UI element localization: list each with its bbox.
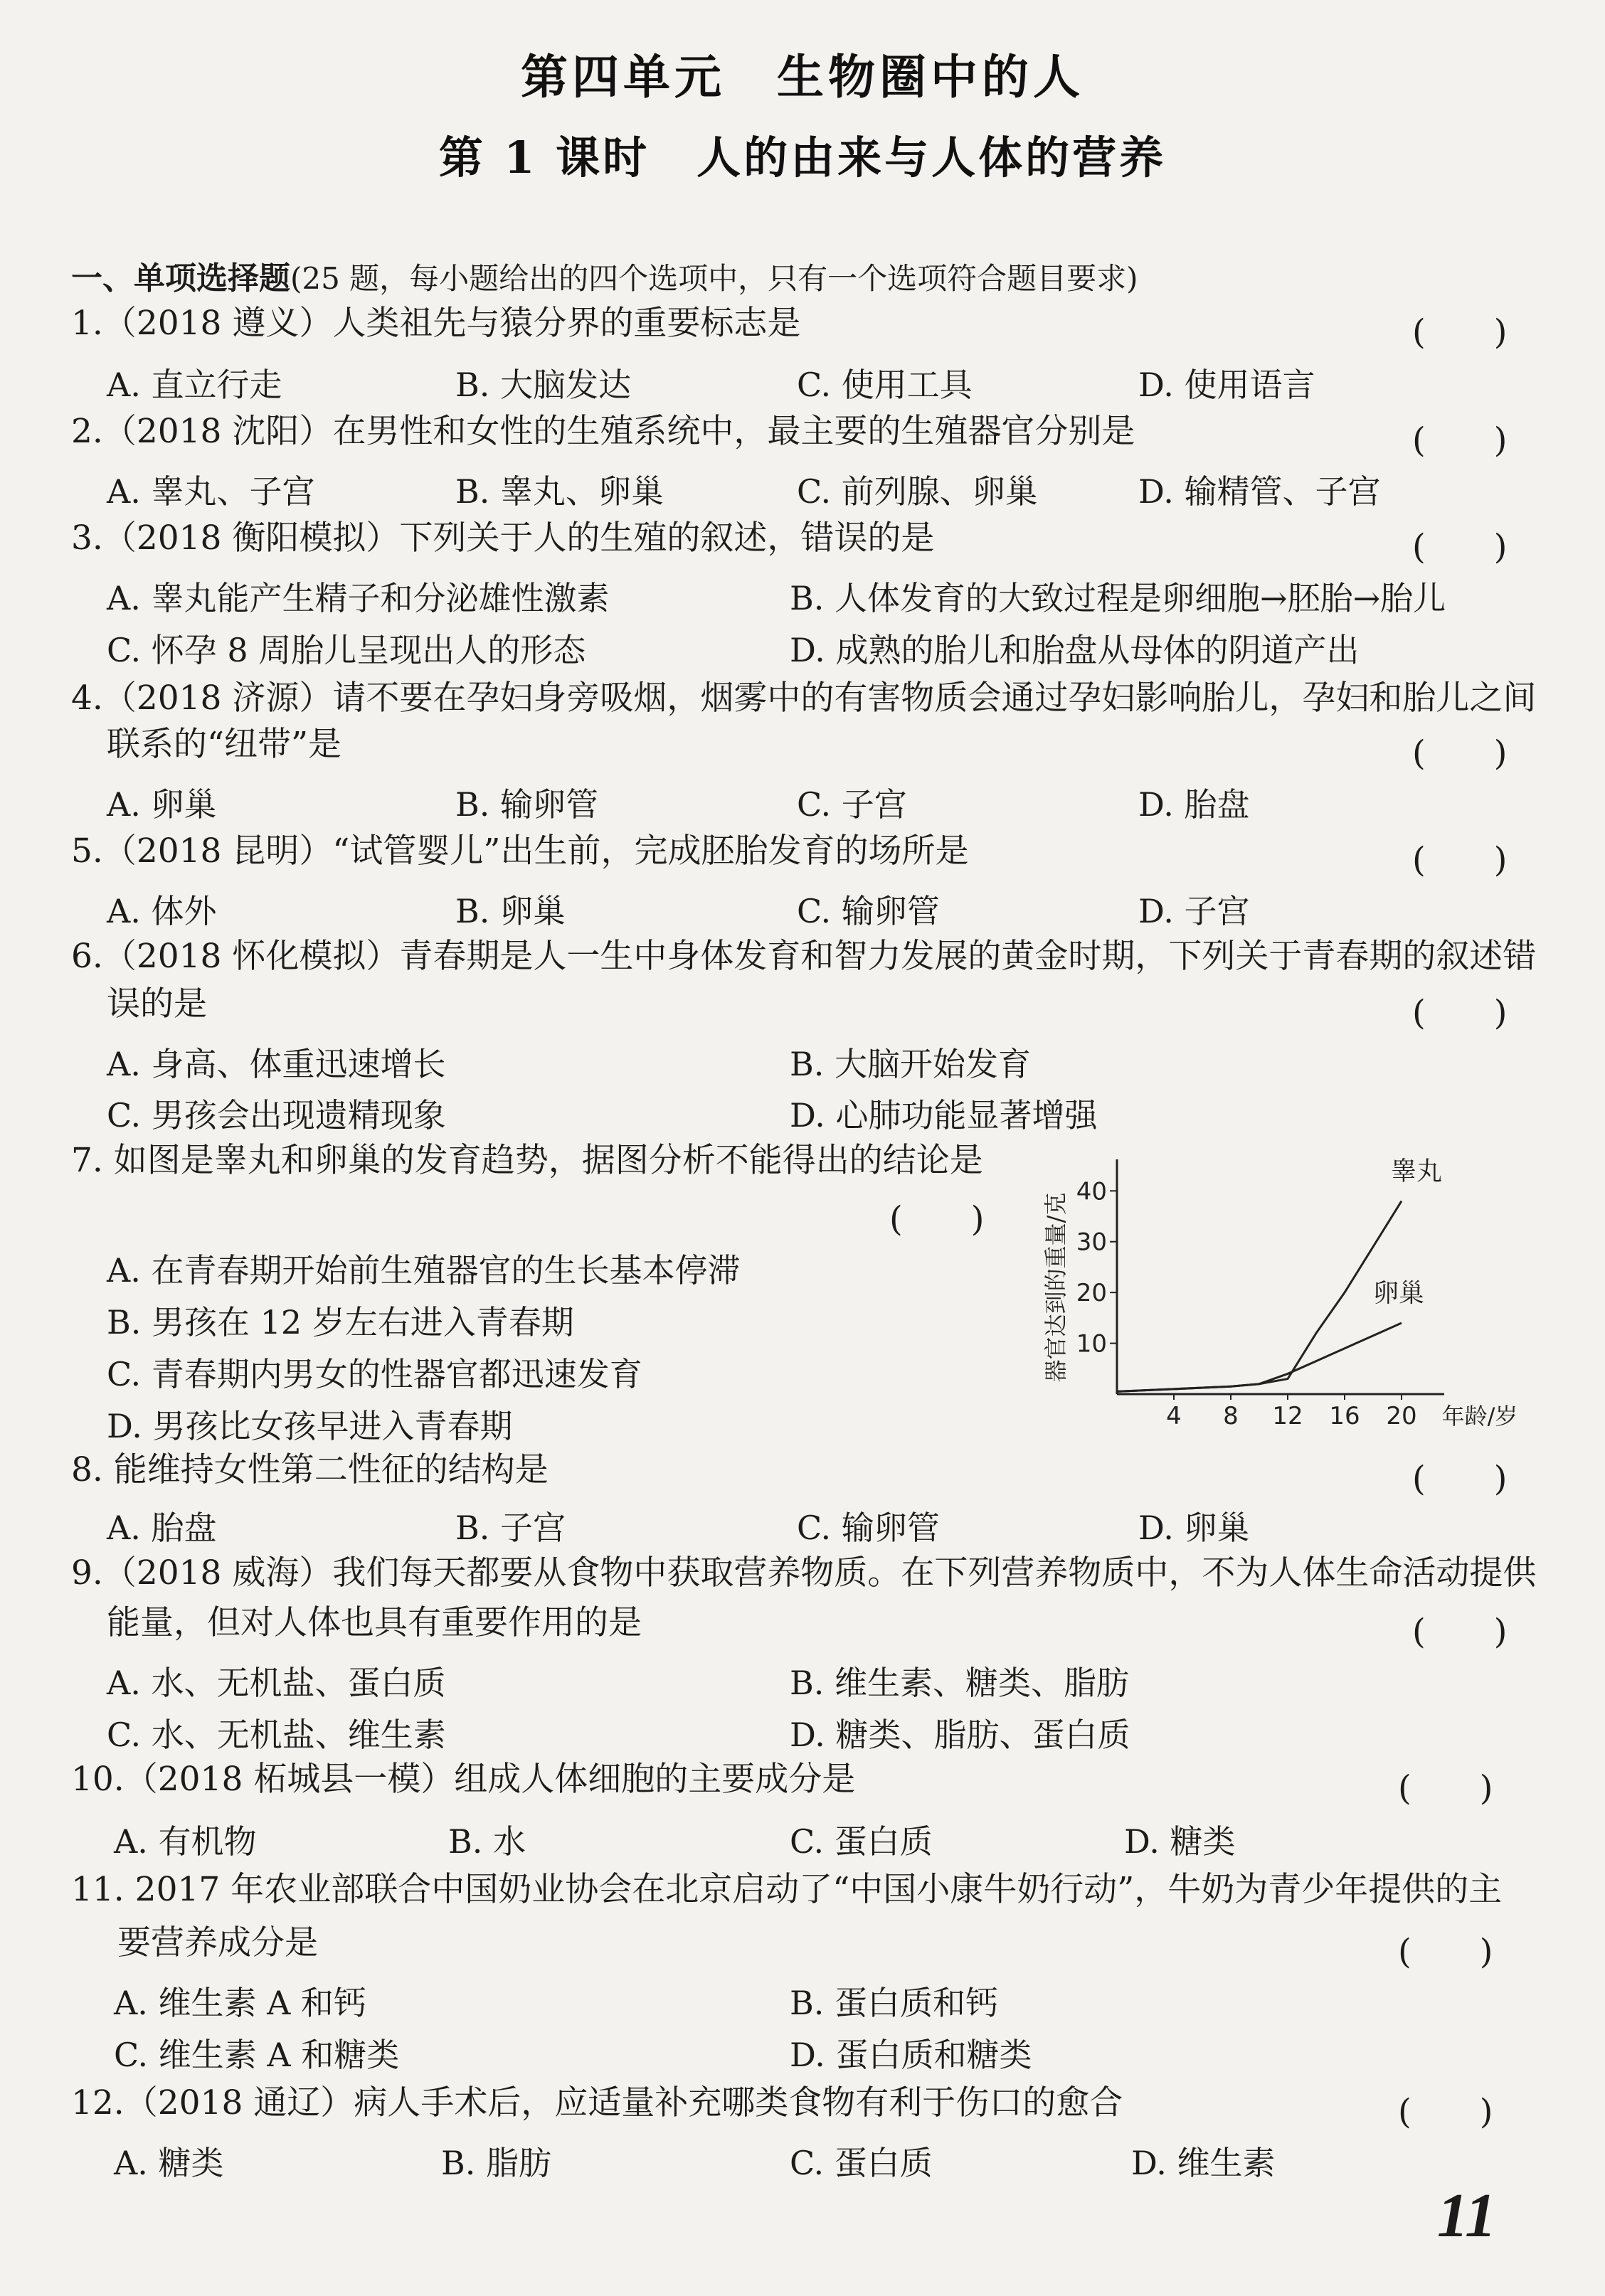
page-number: 11 — [1437, 2181, 1497, 2250]
question-3-option-a[interactable]: A. 睾丸能产生精子和分泌雄性激素 — [107, 579, 610, 617]
x-tick-label: 4 — [1166, 1402, 1182, 1430]
question-8-option-d[interactable]: D. 卵巢 — [1138, 1509, 1250, 1547]
question-11-stem-cont: 要营养成分是 — [117, 1923, 318, 1962]
question-2-option-a[interactable]: A. 睾丸、子宫 — [107, 472, 315, 511]
x-tick-label: 12 — [1272, 1402, 1303, 1430]
organ-growth-chart-svg — [1010, 1145, 1518, 1444]
question-5-option-c[interactable]: C. 输卵管 — [797, 892, 940, 930]
question-6-option-a[interactable]: A. 身高、体重迅速增长 — [107, 1045, 446, 1083]
question-12-answer-blank[interactable]: ( ) — [1398, 2092, 1493, 2132]
y-tick-label: 40 — [1076, 1177, 1107, 1206]
y-tick-label: 30 — [1076, 1228, 1107, 1257]
question-7-option-b[interactable]: B. 男孩在 12 岁左右进入青春期 — [107, 1303, 574, 1341]
question-3-answer-blank[interactable]: ( ) — [1412, 527, 1508, 567]
question-2-stem: 2.（2018 沈阳）在男性和女性的生殖系统中，最主要的生殖器官分别是 — [71, 412, 1135, 451]
section-heading — [71, 253, 1138, 298]
question-12-option-c[interactable]: C. 蛋白质 — [790, 2144, 933, 2182]
question-1-answer-blank[interactable]: ( ) — [1412, 312, 1508, 352]
unit-title: 第四单元 生物圈中的人 — [521, 49, 1084, 105]
lesson-title: 第 1 课时 人的由来与人体的营养 — [438, 132, 1167, 184]
question-7-stem: 7. 如图是睾丸和卵巢的发育趋势，据图分析不能得出的结论是 — [71, 1141, 983, 1180]
question-5-option-d[interactable]: D. 子宫 — [1138, 892, 1250, 930]
y-tick-label: 20 — [1076, 1279, 1107, 1308]
question-4-option-a[interactable]: A. 卵巢 — [107, 785, 217, 824]
question-3-option-d[interactable]: D. 成熟的胎儿和胎盘从母体的阴道产出 — [790, 631, 1360, 669]
question-4-stem: 4.（2018 济源）请不要在孕妇身旁吸烟，烟雾中的有害物质会通过孕妇影响胎儿，孕妇和胎儿之间 — [71, 679, 1537, 718]
question-11-answer-blank[interactable]: ( ) — [1398, 1932, 1493, 1972]
question-6-option-d[interactable]: D. 心肺功能显著增强 — [790, 1096, 1098, 1134]
question-4-option-b[interactable]: B. 输卵管 — [455, 785, 599, 824]
x-axis-label: 年龄/岁 — [1441, 1403, 1518, 1430]
series-line-testis — [1117, 1201, 1402, 1392]
question-3-stem: 3.（2018 衡阳模拟）下列关于人的生殖的叙述，错误的是 — [71, 519, 935, 558]
question-9-stem: 9.（2018 威海）我们每天都要从食物中获取营养物质。在下列营养物质中，不为人体生命活动提供 — [71, 1553, 1537, 1593]
question-6-option-b[interactable]: B. 大脑开始发育 — [790, 1045, 1032, 1083]
question-9-stem-cont: 能量，但对人体也具有重要作用的是 — [107, 1603, 642, 1642]
section-title: 一、单项选择题 — [71, 260, 290, 297]
question-5-option-b[interactable]: B. 卵巢 — [455, 892, 566, 930]
question-9-option-a[interactable]: A. 水、无机盐、蛋白质 — [107, 1664, 446, 1702]
question-8-answer-blank[interactable]: ( ) — [1412, 1459, 1508, 1499]
question-5-stem: 5.（2018 昆明）“试管婴儿”出生前，完成胚胎发育的场所是 — [71, 831, 969, 871]
question-9-option-b[interactable]: B. 维生素、糖类、脂肪 — [790, 1664, 1130, 1702]
question-11-option-c[interactable]: C. 维生素 A 和糖类 — [114, 2036, 400, 2074]
question-2-option-c[interactable]: C. 前列腺、卵巢 — [797, 472, 1038, 511]
section-note: (25 题，每小题给出的四个选项中，只有一个选项符合题目要求) — [290, 261, 1138, 296]
question-3-option-b[interactable]: B. 人体发育的大致过程是卵细胞→胚胎→胎儿 — [790, 579, 1446, 617]
question-12-option-a[interactable]: A. 糖类 — [114, 2144, 224, 2182]
question-6-option-c[interactable]: C. 男孩会出现遗精现象 — [107, 1096, 446, 1134]
question-7-answer-blank[interactable]: ( ) — [889, 1199, 985, 1239]
y-axis-label: 器官达到的重量/克 — [1042, 1192, 1069, 1383]
question-7-option-c[interactable]: C. 青春期内男女的性器官都迅速发育 — [107, 1355, 642, 1393]
question-7-option-d[interactable]: D. 男孩比女孩早进入青春期 — [107, 1407, 513, 1445]
x-tick-label: 16 — [1329, 1402, 1360, 1430]
question-2-option-b[interactable]: B. 睾丸、卵巢 — [455, 472, 664, 511]
question-10-option-b[interactable]: B. 水 — [448, 1822, 526, 1861]
question-9-option-d[interactable]: D. 糖类、脂肪、蛋白质 — [790, 1716, 1130, 1754]
x-tick-label: 20 — [1386, 1402, 1417, 1430]
question-10-option-a[interactable]: A. 有机物 — [114, 1822, 257, 1861]
question-8-option-c[interactable]: C. 输卵管 — [797, 1509, 940, 1547]
question-11-option-d[interactable]: D. 蛋白质和糖类 — [790, 2036, 1032, 2074]
series-label-testis: 睾丸 — [1391, 1157, 1443, 1186]
question-10-stem: 10.（2018 柘城县一模）组成人体细胞的主要成分是 — [71, 1760, 856, 1799]
question-9-option-c[interactable]: C. 水、无机盐、维生素 — [107, 1716, 446, 1754]
question-6-answer-blank[interactable]: ( ) — [1412, 993, 1508, 1033]
question-6-stem: 6.（2018 怀化模拟）青春期是人一生中身体发育和智力发展的黄金时期，下列关于青春期的叙述错 — [71, 937, 1537, 976]
question-10-option-d[interactable]: D. 糖类 — [1124, 1822, 1236, 1861]
question-1-option-b[interactable]: B. 大脑发达 — [455, 366, 632, 404]
question-2-answer-blank[interactable]: ( ) — [1412, 420, 1508, 460]
question-10-option-c[interactable]: C. 蛋白质 — [790, 1822, 933, 1861]
question-10-answer-blank[interactable]: ( ) — [1398, 1768, 1493, 1808]
question-8-option-b[interactable]: B. 子宫 — [455, 1509, 566, 1547]
question-1-stem: 1.（2018 遵义）人类祖先与猿分界的重要标志是 — [71, 304, 801, 343]
question-7-option-a[interactable]: A. 在青春期开始前生殖器官的生长基本停滞 — [107, 1251, 741, 1290]
series-line-ovary — [1117, 1323, 1402, 1391]
question-2-option-d[interactable]: D. 输精管、子宫 — [1138, 472, 1381, 511]
question-11-stem: 11. 2017 年农业部联合中国奶业协会在北京启动了“中国小康牛奶行动”，牛奶为青少年提供的主 — [71, 1870, 1503, 1909]
question-12-option-b[interactable]: B. 脂肪 — [441, 2144, 552, 2182]
x-tick-label: 8 — [1223, 1402, 1239, 1430]
organ-growth-chart — [1010, 1145, 1518, 1444]
question-12-stem: 12.（2018 通辽）病人手术后，应适量补充哪类食物有利于伤口的愈合 — [71, 2083, 1123, 2122]
question-6-stem-cont: 误的是 — [107, 984, 207, 1024]
question-1-option-a[interactable]: A. 直立行走 — [107, 366, 282, 404]
question-12-option-d[interactable]: D. 维生素 — [1131, 2144, 1276, 2182]
question-4-option-c[interactable]: C. 子宫 — [797, 785, 907, 824]
question-1-option-d[interactable]: D. 使用语言 — [1138, 366, 1315, 404]
question-11-option-b[interactable]: B. 蛋白质和钙 — [790, 1984, 999, 2022]
question-8-stem: 8. 能维持女性第二性征的结构是 — [71, 1450, 549, 1489]
series-label-ovary: 卵巢 — [1373, 1279, 1425, 1308]
question-4-option-d[interactable]: D. 胎盘 — [1138, 785, 1250, 824]
question-11-option-a[interactable]: A. 维生素 A 和钙 — [114, 1984, 366, 2022]
y-tick-label: 10 — [1076, 1329, 1107, 1359]
question-8-option-a[interactable]: A. 胎盘 — [107, 1509, 217, 1547]
question-1-option-c[interactable]: C. 使用工具 — [797, 366, 973, 404]
question-3-option-c[interactable]: C. 怀孕 8 周胎儿呈现出人的形态 — [107, 631, 586, 669]
question-5-option-a[interactable]: A. 体外 — [107, 892, 217, 930]
question-4-stem-cont: 联系的“纽带”是 — [107, 725, 342, 764]
question-9-answer-blank[interactable]: ( ) — [1412, 1612, 1508, 1652]
question-5-answer-blank[interactable]: ( ) — [1412, 840, 1508, 880]
question-4-answer-blank[interactable]: ( ) — [1412, 733, 1508, 773]
